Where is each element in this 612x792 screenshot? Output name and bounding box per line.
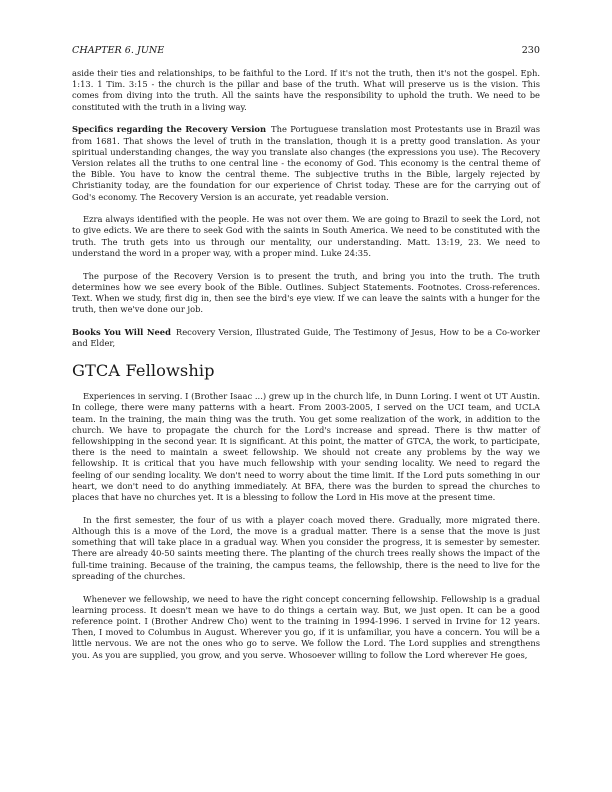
paragraph-heading: Specifics regarding the Recovery Version [72, 124, 267, 135]
paragraph-text: The purpose of the Recovery Version is to present the truth, and bring you into the truth. The truth determines how we see every book of the Bible. Outlines. Subject Statements. Footnotes. Cross-references. Text. When we study, first dig in, then see the bird's eye view. If we can leave the saints with a hunger for the truth, then we've done our job. [72, 270, 540, 315]
running-header [72, 45, 540, 57]
paragraph-text: The Portuguese translation most Protestants use in Brazil was from 1681. That shows the level of truth in the translation, though it is a pretty good translation. As your spiritual understanding changes, the way you translate also changes (the expressions you use). The Recovery Version relates all the truths to one central line - the economy of God. This economy is the central theme of the Bible. You have to know the central theme. The subjective truths in the Bible, largely rejected by Christianity today, are the foundation for our experience of Christ today. These are for the carrying out of God's economy. The Recovery Version is an accurate, yet readable version. [72, 124, 540, 202]
paragraph [72, 515, 540, 582]
paragraph [72, 271, 540, 316]
document-body [72, 68, 540, 672]
paragraph-text: Experiences in serving. I (Brother Isaac ...) grew up in the church life, in Dunn Loring. I went ot UT Austin. In college, there were many patterns with a heart. From 2003-2005, I served on the UCI team, and UCLA team. In the training, the main thing was the truth. You get some realization of the work, in addition to the church. We have to propagate the church for the Lord's increase and spread. There is thw matter of fellowshipping in the second year. It is significant. At this point, the matter of GTCA, the work, to participate, there is the need to maintain a sweet fellowship. We should not create any problems by the way we fellowship. It is critical that you have much fellowship with your sending locality. We need to regard the feeling of our sending locality. We don't need to worry about the time limit. If the Lord puts something in our heart, we don't need to do anything immediately. At BFA, there was the burden to spread the churches to places that have no churches yet. It is a blessing to follow the Lord in His move at the present time. [72, 391, 540, 503]
chapter-title: CHAPTER 6. JUNE [72, 45, 165, 56]
paragraph [72, 214, 540, 259]
paragraph-text: Whenever we fellowship, we need to have the right concept concerning fellowship. Fellowship is a gradual learning process. It doesn't mean we have to do things a certain way. But, we just open. It can be a good reference point. I (Brother Andrew Cho) went to the training in 1994-1996. I served in Irvine for 12 years. Then, I moved to Columbus in August. Wherever you go, if it is unfamiliar, you have a concern. You will be a little nervous. We are not the ones who go to serve. We follow the Lord. The Lord supplies and strengthens you. As you are supplied, you grow, and you serve. Whosoever willing to follow the Lord wherever He goes, [72, 593, 540, 660]
paragraph [72, 68, 540, 113]
paragraph [72, 391, 540, 503]
paragraph-text: Ezra always identified with the people. He was not over them. We are going to Brazil to seek the Lord, not to give edicts. We are there to seek God with the saints in South America. We need to be constituted with the truth. The truth gets into us through our mentality, our understanding. Matt. 13:19, 23. We need to understand the word in a proper way, with a proper mind. Luke 24:35. [72, 214, 540, 258]
paragraph [72, 594, 540, 661]
paragraph [72, 124, 540, 202]
paragraph-text: aside their ties and relationships, to be faithful to the Lord. If it's not the truth, then it's not the gospel. Eph. 1:13. 1 Tim. 3:15 - the church is the pillar and base of the truth. What will preserve us is the vision. This comes from diving into the truth. All the saints have the responsibility to uphold the truth. We need to be constituted with the truth in a living way. [72, 68, 540, 112]
page-number: 230 [521, 45, 540, 56]
paragraph-text: Recovery Version, Illustrated Guide, The Testimony of Jesus, How to be a Co-worker and Elder, [72, 326, 540, 349]
paragraph-text: In the first semester, the four of us with a player coach moved there. Gradually, more migrated there. Although this is a move of the Lord, the move is a gradual matter. There is a sense that the move is just something that will take place in a gradual way. When you consider the progress, it is semester by semester. There are already 40-50 saints meeting there. The planting of the church trees really shows the impact of the full-time training. Because of the training, the campus teams, the fellowship, there is the need to live for the spreading of the churches. [72, 514, 540, 581]
section-title: GTCA Fellowship [72, 361, 215, 381]
paragraph-heading: Books You Will Need [72, 326, 171, 337]
paragraph [72, 327, 540, 349]
